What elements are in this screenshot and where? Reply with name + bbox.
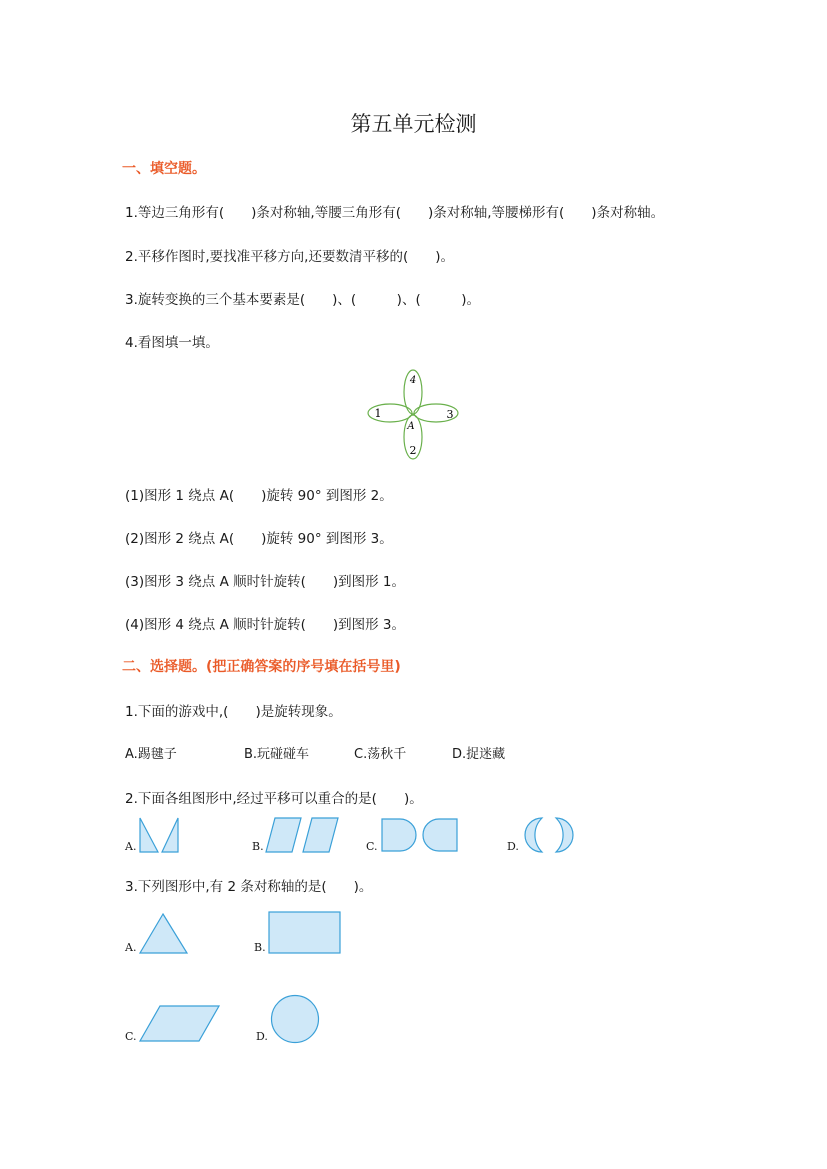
point-label-a: A xyxy=(407,421,415,432)
option-2-1-c: C.荡秋千 xyxy=(354,747,407,762)
petal-label-3: 3 xyxy=(446,408,454,421)
option-2-1-a: A.踢毽子 xyxy=(125,747,177,762)
section-heading-fill-blank: 一、填空题。 xyxy=(122,161,206,177)
option-2-2-b-shapes xyxy=(265,815,341,855)
question-1-3: 3.旋转变换的三个基本要素是( )、( )、( )。 xyxy=(125,292,480,308)
option-2-3-d-circle xyxy=(269,993,321,1045)
option-2-3-c-parallelogram xyxy=(138,1004,222,1044)
option-2-2-a-label: A. xyxy=(125,840,137,853)
subquestion-1: (1)图形 1 绕点 A( )旋转 90° 到图形 2。 xyxy=(125,488,393,504)
section-heading-multiple-choice: 二、选择题。(把正确答案的序号填在括号里) xyxy=(122,659,401,675)
subquestion-4: (4)图形 4 绕点 A 顺时针旋转( )到图形 3。 xyxy=(125,617,406,633)
option-2-3-b-rectangle xyxy=(267,910,343,956)
question-2-2: 2.下面各组图形中,经过平移可以重合的是( )。 xyxy=(125,791,423,807)
question-1-2: 2.平移作图时,要找准平移方向,还要数清平移的( )。 xyxy=(125,249,454,265)
option-2-2-c-label: C. xyxy=(366,840,378,853)
option-2-2-d-label: D. xyxy=(507,840,519,853)
option-2-3-c-label: C. xyxy=(125,1030,137,1043)
option-2-2-c-shapes xyxy=(379,815,461,855)
option-2-3-d-label: D. xyxy=(256,1030,268,1043)
question-2-3: 3.下列图形中,有 2 条对称轴的是( )。 xyxy=(125,879,373,895)
subquestion-3: (3)图形 3 绕点 A 顺时针旋转( )到图形 1。 xyxy=(125,574,406,590)
option-2-1-d: D.捉迷藏 xyxy=(452,747,506,762)
option-2-1-b: B.玩碰碰车 xyxy=(244,747,310,762)
petal-label-2: 2 xyxy=(409,444,417,457)
option-2-3-b-label: B. xyxy=(254,941,266,954)
option-2-3-a-triangle xyxy=(138,912,190,956)
subquestion-2: (2)图形 2 绕点 A( )旋转 90° 到图形 3。 xyxy=(125,531,393,547)
option-2-2-b-label: B. xyxy=(252,840,264,853)
question-1-1: 1.等边三角形有( )条对称轴,等腰三角形有( )条对称轴,等腰梯形有( )条对称轴。 xyxy=(125,205,665,221)
question-1-4: 4.看图填一填。 xyxy=(125,335,219,351)
option-2-2-a-shapes xyxy=(138,815,182,855)
page-title: 第五单元检测 xyxy=(350,112,477,136)
option-2-3-a-label: A. xyxy=(125,941,137,954)
question-2-1: 1.下面的游戏中,( )是旋转现象。 xyxy=(125,704,342,720)
option-2-2-d-shapes xyxy=(520,815,578,855)
petal-label-1: 1 xyxy=(374,407,382,420)
rotation-petals-figure xyxy=(366,368,461,463)
petal-label-4: 4 xyxy=(409,375,417,386)
